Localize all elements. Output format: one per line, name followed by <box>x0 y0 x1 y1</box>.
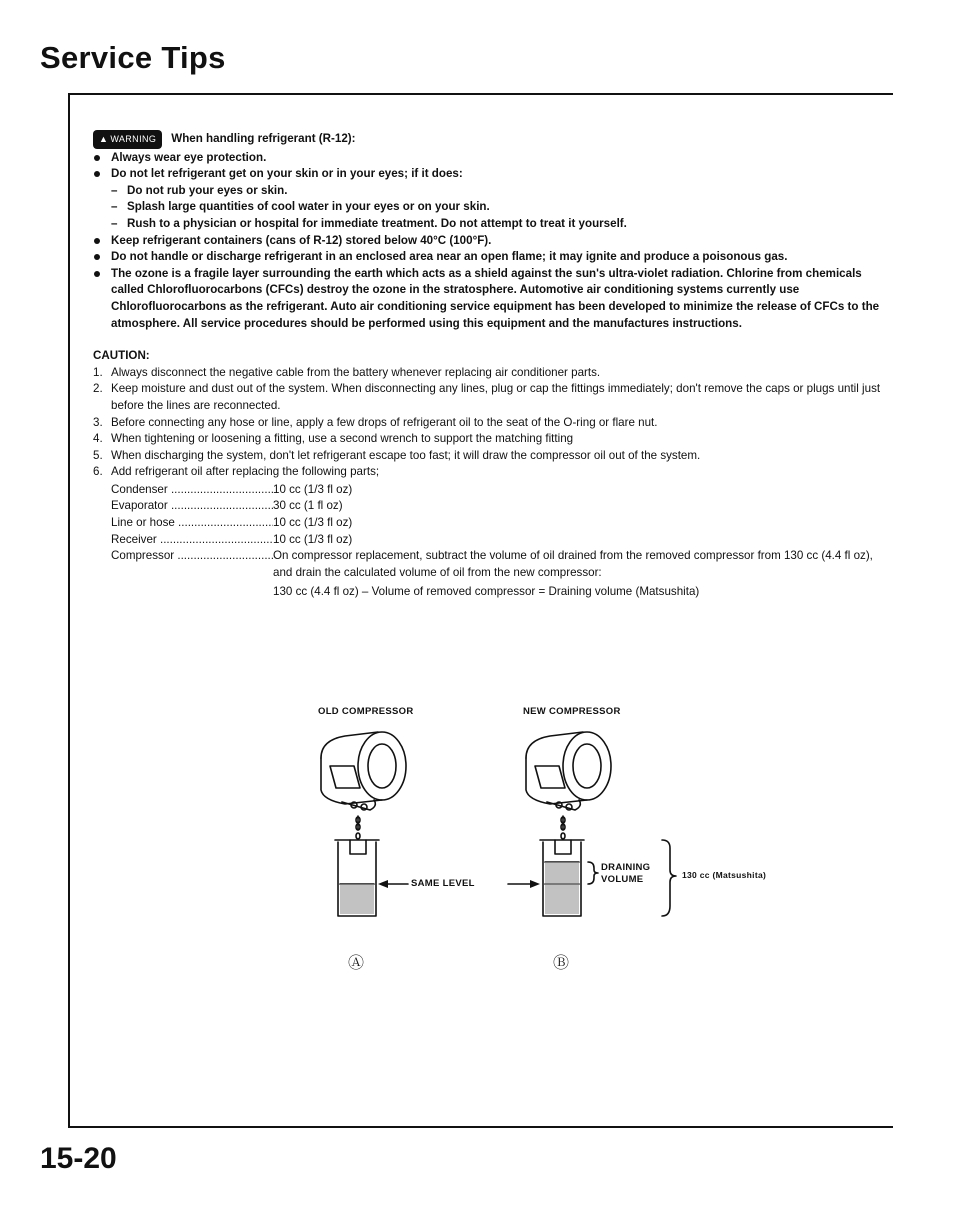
compressor-oil-illustration <box>290 706 750 986</box>
warning-subitem: – Do not rub your eyes or skin. <box>111 183 888 200</box>
bottom-rule <box>68 1126 893 1128</box>
new-compressor-icon <box>526 732 611 839</box>
warning-subitem: – Rush to a physician or hospital for immediate treatment. Do not attempt to treat it yourself. <box>111 216 888 233</box>
left-rule <box>68 93 70 1128</box>
caution-item: 2. Keep moisture and dust out of the system. When disconnecting any lines, plug or cap the fittings immediately; don't remove the caps or plugs until just before the lines are reconnected. <box>93 382 881 412</box>
caution-item: 4. When tightening or loosening a fitting, use a second wrench to support the matching fitting <box>93 432 574 446</box>
page-number: 15-20 <box>40 1142 117 1175</box>
total-volume-label: 130 cc (Matsushita) <box>682 870 767 880</box>
new-compressor-label: NEW COMPRESSOR <box>523 706 621 717</box>
compressor-oil-diagram <box>290 706 767 986</box>
warning-intro: When handling refrigerant (R-12): <box>171 132 356 145</box>
caution-list <box>93 365 888 601</box>
warning-item: Keep refrigerant containers (cans of R-12) stored below 40°C (100°F). <box>93 233 888 250</box>
same-level-label: SAME LEVEL <box>411 878 475 889</box>
caution-item: 6. Add refrigerant oil after replacing the following parts; Condenser ..... 10 cc (1/3 fl oz) Evaporator ..... 30 cc (1 fl oz) Line or hose ..... 10 cc (1/3 fl oz) Receiver ..... 10 cc (1/3 fl oz) Compressor ..... On compressor replacement, subtract the volume of oil drained from the removed compressor from 130 cc (4.4 fl oz), and drain the calculated volume of oil from the new compressor: 130 cc (4.4 fl oz) – Volume of removed compressor = Draining volume (Matsushita) <box>93 464 888 601</box>
warning-list <box>93 150 888 333</box>
warning-badge: ▲ WARNING <box>93 130 162 149</box>
draining-volume-label-1: DRAINING <box>601 862 651 873</box>
new-marker-b: Ⓑ <box>553 955 570 972</box>
draining-bracket <box>588 862 598 884</box>
warning-heading <box>93 130 888 149</box>
part-row: Compressor ..... On compressor replacement, subtract the volume of oil drained from the removed compressor from 130 cc (4.4 fl oz), and drain the calculated volume of oil from the new compressor: 130 cc (4.4 fl oz) – Volume of removed compressor = Draining volume (Matsushita) <box>111 548 888 601</box>
warning-item: Do not let refrigerant get on your skin or in your eyes; if it does: – Do not rub your eyes or skin. – Splash large quantities of cool water in your eyes or on your skin. – Rush to a physician or hospital for immediate treatment. Do not attempt to treat it yourself. <box>93 166 888 232</box>
part-row: Condenser ..... 10 cc (1/3 fl oz) <box>111 482 888 499</box>
warning-item: Do not handle or discharge refrigerant in an enclosed area near an open flame; it may ignite and produce a poisonous gas. <box>93 249 888 266</box>
warning-item: Always wear eye protection. <box>93 150 888 167</box>
warning-sublist <box>111 183 888 233</box>
old-compressor-label: OLD COMPRESSOR <box>318 706 414 717</box>
caution-item: 3. Before connecting any hose or line, apply a few drops of refrigerant oil to the seat of the O-ring or flare nut. <box>93 415 658 429</box>
page-content <box>93 130 888 601</box>
part-row: Receiver ..... 10 cc (1/3 fl oz) <box>111 532 888 549</box>
new-draining-oil <box>545 862 579 884</box>
oil-parts-table <box>111 482 888 601</box>
part-row: Line or hose ..... 10 cc (1/3 fl oz) <box>111 515 888 532</box>
draining-formula: 130 cc (4.4 fl oz) – Volume of removed compressor = Draining volume (Matsushita) <box>273 585 700 599</box>
old-oil-level <box>340 884 374 914</box>
warning-triangle-icon: ▲ <box>99 134 109 144</box>
warning-item: The ozone is a fragile layer surrounding the earth which acts as a shield against the sun's ultra-violet radiation. Chlorine from chemicals called Chlorofluorocarbons (CFCs) destroy the ozone in the stratosphere. Automotive air conditioning systems currently use Chlorofluorocarbons as the refrigerant. Auto air conditioning service equipment has been developed to minimize the release of CFCs to the atmosphere. All service procedures should be performed using this equipment and the manufactures instructions. <box>93 266 888 332</box>
draining-volume-label-2: VOLUME <box>601 874 644 885</box>
caution-title: CAUTION: <box>93 349 150 363</box>
caution-item: 5. When discharging the system, don't let refrigerant escape too fast; it will draw the compressor oil out of the system. <box>93 448 701 462</box>
part-row: Evaporator ..... 30 cc (1 fl oz) <box>111 498 888 515</box>
old-compressor-icon <box>321 732 406 839</box>
warning-subitem: – Splash large quantities of cool water in your eyes or on your skin. <box>111 199 888 216</box>
new-oil-level <box>545 884 579 914</box>
caution-item: 1. Always disconnect the negative cable from the battery whenever replacing air conditioner parts. <box>93 365 601 379</box>
page-title: Service Tips <box>40 40 226 75</box>
old-marker-a: Ⓐ <box>348 955 365 972</box>
top-rule <box>68 93 893 95</box>
total-bracket <box>662 840 676 916</box>
